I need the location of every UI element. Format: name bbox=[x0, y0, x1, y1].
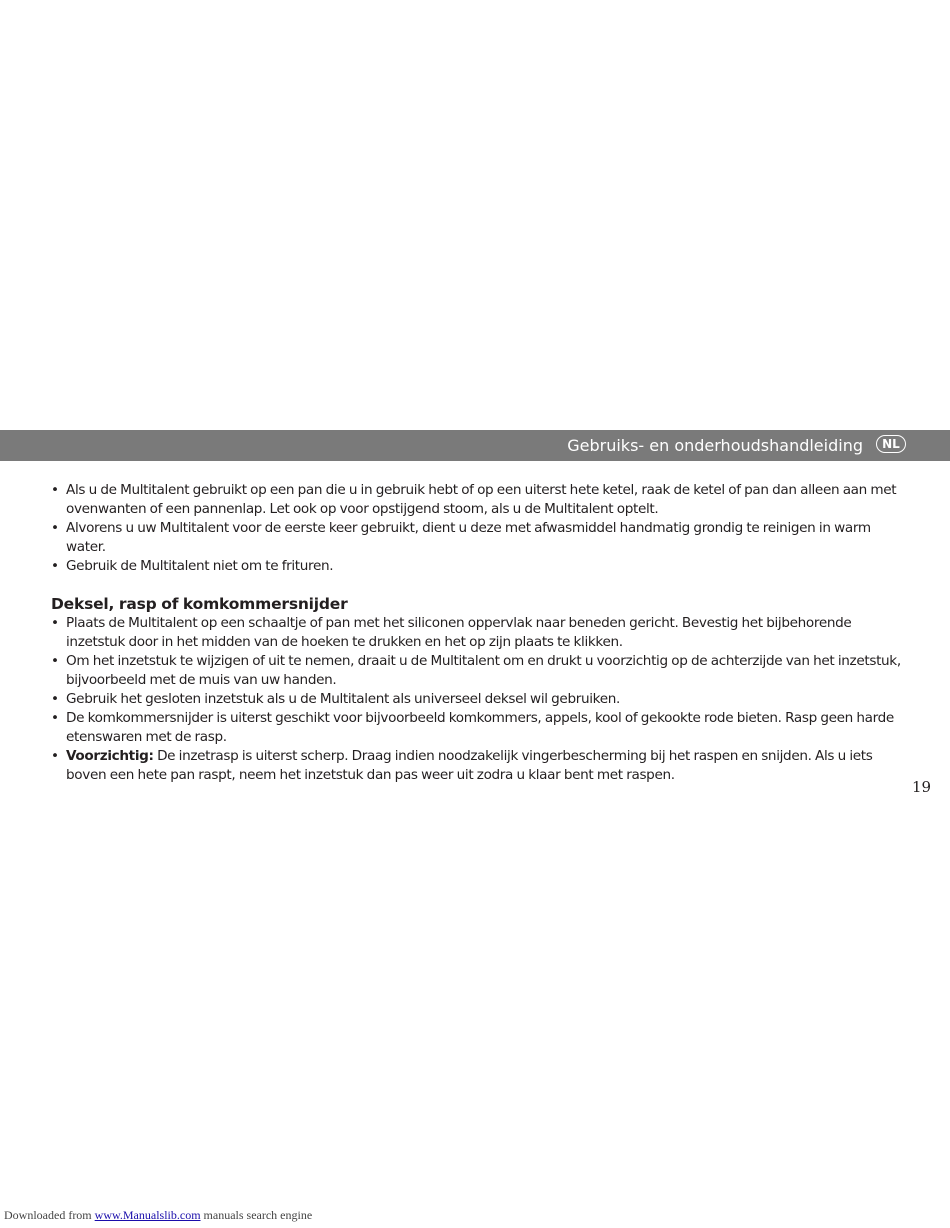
list-item-text: Om het inzetstuk te wijzigen of uit te nemen, draait u de Multitalent om en drukt u voorzichtig op de achterzijde van het inzetstuk, bijvoorbeeld met de muis van uw handen. bbox=[66, 653, 901, 688]
list-item bbox=[51, 690, 901, 709]
bullet-icon: • bbox=[51, 653, 59, 669]
page-number: 19 bbox=[912, 778, 932, 796]
intro-bullet-list bbox=[51, 481, 901, 576]
footer-suffix: manuals search engine bbox=[200, 1208, 313, 1222]
manualslib-link[interactable]: www.Manualslib.com bbox=[94, 1208, 201, 1222]
list-item-text: Gebruik de Multitalent niet om te frituren. bbox=[66, 558, 334, 574]
list-item bbox=[51, 614, 901, 652]
list-item-text: Gebruik het gesloten inzetstuk als u de Multitalent als universeel deksel wil gebruiken. bbox=[66, 691, 620, 707]
list-item bbox=[51, 652, 901, 690]
header-band bbox=[0, 430, 950, 461]
section-bullet-list bbox=[51, 614, 901, 785]
warning-item bbox=[51, 747, 901, 785]
manual-title: Gebruiks- en onderhoudshandleiding bbox=[567, 436, 863, 455]
bullet-icon: • bbox=[51, 615, 59, 631]
warning-label: Voorzichtig: bbox=[66, 748, 154, 764]
footer-prefix: Downloaded from bbox=[4, 1208, 95, 1222]
bullet-icon: • bbox=[51, 710, 59, 726]
list-item bbox=[51, 557, 901, 576]
list-item-text: Alvorens u uw Multitalent voor de eerste keer gebruikt, dient u deze met afwasmiddel handmatig grondig te reinigen in warm water. bbox=[66, 520, 871, 555]
list-item bbox=[51, 709, 901, 747]
list-item bbox=[51, 519, 901, 557]
bullet-icon: • bbox=[51, 520, 59, 536]
list-item-text: De komkommersnijder is uiterst geschikt voor bijvoorbeeld komkommers, appels, kool of gekookte rode bieten. Rasp geen harde etenswaren met de rasp. bbox=[66, 710, 894, 745]
language-badge: NL bbox=[876, 435, 906, 453]
list-item-text: Als u de Multitalent gebruikt op een pan die u in gebruik hebt of op een uiterst hete ketel, raak de ketel of pan dan alleen aan met ovenwanten of een pannenlap. Let ook op voor opstijgend stoom, als u de Multitalent optelt. bbox=[66, 482, 897, 517]
bullet-icon: • bbox=[51, 691, 59, 707]
bullet-icon: • bbox=[51, 482, 59, 498]
list-item-text: Plaats de Multitalent op een schaaltje of pan met het siliconen oppervlak naar beneden gericht. Bevestig het bijbehorende inzetstuk door in het midden van de hoeken te drukken en het op zijn plaats te klikken. bbox=[66, 615, 852, 650]
warning-text: De inzetrasp is uiterst scherp. Draag indien noodzakelijk vingerbescherming bij het raspen en snijden. Als u iets boven een hete pan raspt, neem het inzetstuk dan pas weer uit zodra u klaar bent met raspen. bbox=[66, 748, 873, 783]
bullet-icon: • bbox=[51, 558, 59, 574]
download-footer bbox=[4, 1207, 312, 1223]
section-heading: Deksel, rasp of komkommersnijder bbox=[51, 595, 348, 613]
manual-content bbox=[51, 481, 901, 785]
list-item bbox=[51, 481, 901, 519]
bullet-icon: • bbox=[51, 748, 59, 764]
